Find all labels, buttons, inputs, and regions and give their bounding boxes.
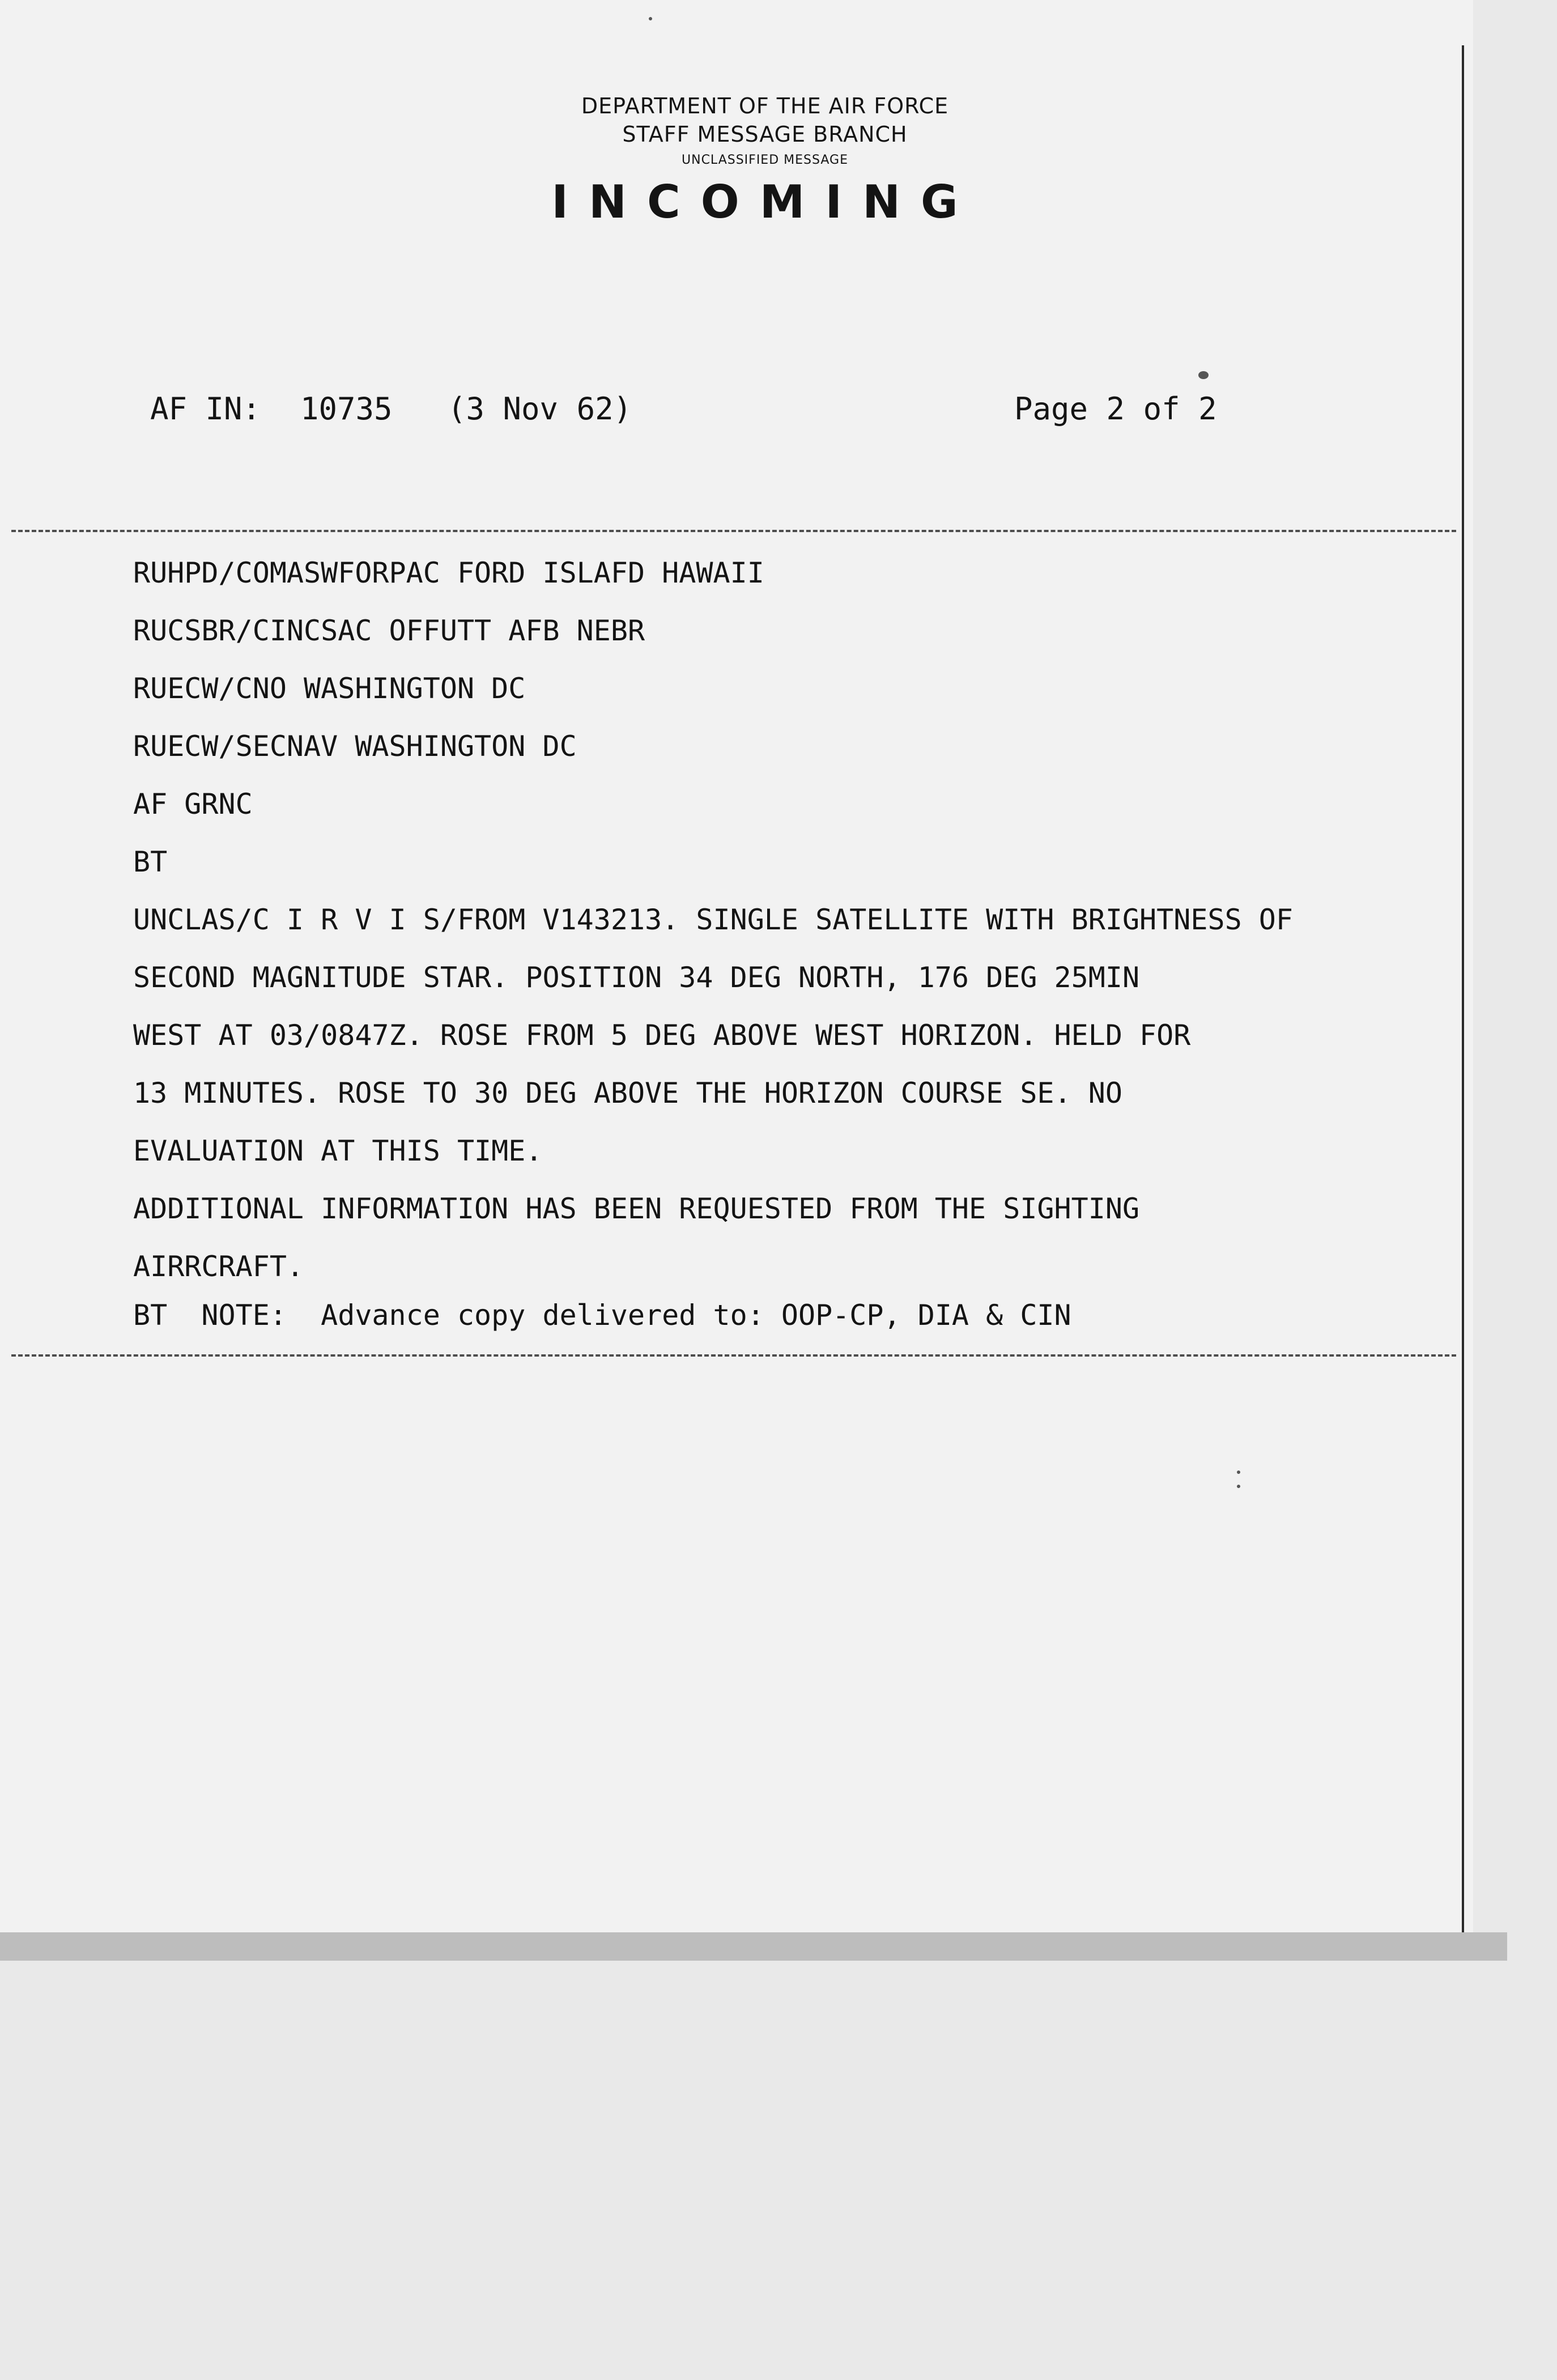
page-number: Page 2 of 2 bbox=[1014, 391, 1217, 427]
routing-line: AF GRNC bbox=[133, 788, 253, 821]
header-divider bbox=[11, 530, 1456, 532]
routing-line: RUCSBR/CINCSAC OFFUTT AFB NEBR bbox=[133, 614, 645, 647]
footer-divider bbox=[11, 1354, 1456, 1357]
ink-speck bbox=[1198, 371, 1209, 379]
message-text-line: EVALUATION AT THIS TIME. bbox=[133, 1134, 543, 1167]
message-text-line: 13 MINUTES. ROSE TO 30 DEG ABOVE THE HORIZON COURSE SE. NO bbox=[133, 1077, 1122, 1110]
note-line: BT NOTE: Advance copy delivered to: OOP-CP, DIA & CIN bbox=[133, 1299, 1071, 1332]
routing-line: RUECW/SECNAV WASHINGTON DC bbox=[133, 730, 577, 763]
classification-label: UNCLASSIFIED MESSAGE bbox=[682, 153, 848, 167]
ink-speck bbox=[1237, 1485, 1240, 1488]
ink-speck bbox=[649, 17, 652, 20]
department-heading: DEPARTMENT OF THE AIR FORCE bbox=[581, 94, 949, 118]
af-in-number: 10735 bbox=[300, 391, 393, 427]
message-text-line: ADDITIONAL INFORMATION HAS BEEN REQUESTED FROM THE SIGHTING bbox=[133, 1192, 1140, 1225]
routing-line: RUHPD/COMASWFORPAC FORD ISLAFD HAWAII bbox=[133, 556, 764, 589]
break-marker: BT bbox=[133, 845, 168, 878]
branch-heading: STAFF MESSAGE BRANCH bbox=[622, 122, 908, 147]
message-body bbox=[133, 544, 1293, 1335]
incoming-title: INCOMING bbox=[551, 176, 979, 228]
message-date: (3 Nov 62) bbox=[448, 391, 632, 427]
routing-line: RUECW/CNO WASHINGTON DC bbox=[133, 672, 526, 705]
message-text-line: UNCLAS/C I R V I S/FROM V143213. SINGLE SATELLITE WITH BRIGHTNESS OF bbox=[133, 903, 1293, 936]
af-in-label: AF IN: bbox=[150, 391, 261, 427]
page-border-line bbox=[1462, 45, 1464, 1932]
message-text-line: AIRRCRAFT. bbox=[133, 1250, 304, 1283]
message-text-line: WEST AT 03/0847Z. ROSE FROM 5 DEG ABOVE WEST HORIZON. HELD FOR bbox=[133, 1019, 1191, 1052]
ink-speck bbox=[1237, 1470, 1240, 1474]
page-edge-shadow bbox=[0, 1932, 1507, 1961]
message-text-line: SECOND MAGNITUDE STAR. POSITION 34 DEG NORTH, 176 DEG 25MIN bbox=[133, 961, 1140, 994]
